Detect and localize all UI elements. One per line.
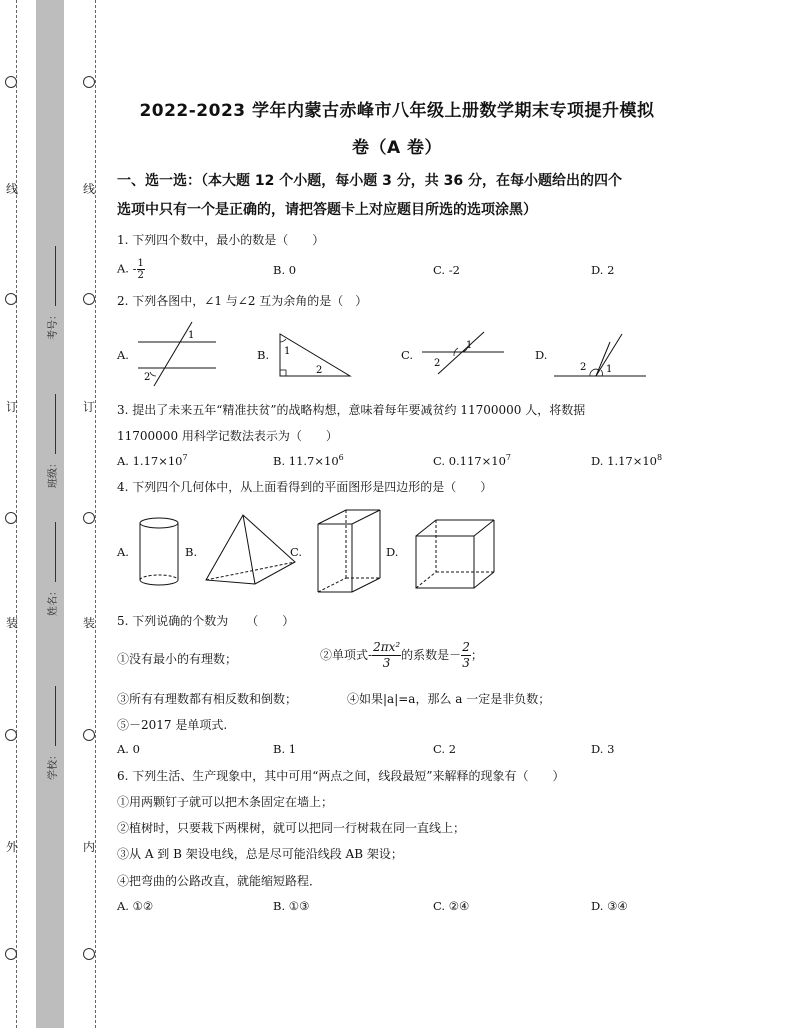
q3-option-b[interactable]: B. $11.7\times 10^6$ <box>273 453 344 468</box>
q6-option-b[interactable]: B. ①③ <box>273 899 310 913</box>
q2-figure-c <box>418 328 506 376</box>
q4-option-b-label[interactable]: B. <box>185 545 198 559</box>
binding-hole <box>5 512 17 524</box>
svg-text:1: 1 <box>466 340 473 351</box>
binding-hole <box>83 293 95 305</box>
name-label: 姓名： <box>48 586 59 616</box>
q4-cube <box>412 516 498 592</box>
svg-text:1: 1 <box>188 330 195 341</box>
q4-pyramid <box>203 512 299 586</box>
q2-figure-a <box>130 318 220 388</box>
name-blank[interactable] <box>55 522 56 582</box>
q3-stem: 3. 提出了未来五年“精准扶贫”的战略构想，意味着每年要减贫约 11700000 人，将数据 <box>117 403 586 417</box>
outer-line-char: 线 <box>6 182 19 196</box>
binding-hole <box>83 76 95 88</box>
q4-stem: 4. 下列四个几何体中，从上面看得到的平面图形是四边形的是（ ） <box>117 480 493 494</box>
q3-option-a[interactable]: A. $1.17\times 10^7$ <box>117 453 188 468</box>
q4-option-d-label[interactable]: D. <box>386 545 399 559</box>
q2-figure-b <box>272 328 354 380</box>
binding-hole <box>83 512 95 524</box>
q5-statement-2: ②单项式- $\frac{\text{2πx²}}{3}$ 的系数是－ $\frac{2}{3}$ ； <box>320 640 483 670</box>
school-label: 学校： <box>48 750 59 780</box>
class-blank[interactable] <box>55 394 56 454</box>
q2-figure-d <box>552 330 648 382</box>
q3-stem-cont: 11700000 用科学记数法表示为（ ） <box>117 429 338 443</box>
q2-option-d-label[interactable]: D. <box>535 348 548 362</box>
q2-option-c-label[interactable]: C. <box>401 348 414 362</box>
fraction: $\frac{\text{2πx²}}{3}$ <box>373 640 401 670</box>
inner-staple-char: 订 <box>83 400 96 414</box>
q6-stem: 6. 下列生活、生产现象中，其中可用“两点之间，线段最短”来解释的现象有（ ） <box>117 769 565 783</box>
q6-option-a[interactable]: A. ①② <box>117 899 154 913</box>
binding-hole <box>83 729 95 741</box>
q3-option-c[interactable]: C. $0.117\times 10^7$ <box>433 453 511 468</box>
q2-option-a-label[interactable]: A. <box>117 348 129 362</box>
inner-bind-char: 装 <box>83 616 96 630</box>
q6-statement-3: ③从 A 到 B 架设电线，总是尽可能沿线段 AB 架设； <box>117 847 403 861</box>
q6-option-d[interactable]: D. ③④ <box>591 899 628 913</box>
school-field[interactable] <box>44 686 59 780</box>
svg-text:1: 1 <box>284 346 291 357</box>
q2-stem: 2. 下列各图中，∠1 与∠2 互为余角的是（ ） <box>117 294 368 308</box>
fraction: $\frac{1}{2}$ <box>137 258 144 281</box>
binding-hole <box>5 948 17 960</box>
q4-option-c-label[interactable]: C. <box>290 545 303 559</box>
outer-staple-char: 订 <box>6 400 19 414</box>
svg-text:2: 2 <box>316 365 323 376</box>
class-label: 班级： <box>48 458 59 488</box>
svg-text:2: 2 <box>580 362 587 373</box>
q5-stem: 5. 下列说确的个数为 （ ） <box>117 614 295 628</box>
q4-option-a-label[interactable]: A. <box>117 545 129 559</box>
q2-option-b-label[interactable]: B. <box>257 348 270 362</box>
svg-text:1: 1 <box>606 364 613 375</box>
q4-cylinder <box>134 514 184 590</box>
exam-number-blank[interactable] <box>55 246 56 306</box>
q5-statement-4: ④如果|a|=a，那么 a 一定是非负数； <box>347 692 551 706</box>
q5-statement-1: ①没有最小的有理数； <box>117 652 238 666</box>
page-title: 2022-2023 学年内蒙古赤峰市八年级上册数学期末专项提升模拟 <box>139 101 655 121</box>
q5-option-b[interactable]: B. 1 <box>273 742 297 756</box>
q6-option-c[interactable]: C. ②④ <box>433 899 470 913</box>
binding-hole <box>5 729 17 741</box>
q1-option-d[interactable]: D. 2 <box>591 263 615 277</box>
q5-option-a[interactable]: A. 0 <box>117 742 140 756</box>
q1-option-c[interactable]: C. -2 <box>433 263 460 277</box>
q3-option-d[interactable]: D. $1.17\times 10^8$ <box>591 453 663 468</box>
svg-text:2: 2 <box>434 358 441 369</box>
fraction: $\frac{2}{3}$ <box>462 640 470 670</box>
section-header: 一、选一选：（本大题 12 个小题，每小题 3 分，共 36 分，在每小题给出的四个 <box>117 173 622 189</box>
school-blank[interactable] <box>55 686 56 746</box>
outer-side-char: 外 <box>6 840 19 854</box>
q6-statement-4: ④把弯曲的公路改直，就能缩短路程． <box>117 874 322 888</box>
binding-hole <box>5 76 17 88</box>
q5-option-c[interactable]: C. 2 <box>433 742 457 756</box>
q4-prism <box>312 506 384 598</box>
q5-option-d[interactable]: D. 3 <box>591 742 615 756</box>
inner-line-char: 线 <box>83 182 96 196</box>
q6-statement-2: ②植树时，只要栽下两棵树，就可以把同一行树栽在同一直线上； <box>117 821 466 835</box>
svg-text:2: 2 <box>144 372 151 383</box>
page-title-cont: 卷（A 卷） <box>351 138 443 158</box>
outer-bind-char: 装 <box>6 616 19 630</box>
q6-statement-1: ①用两颗钉子就可以把木条固定在墙上； <box>117 795 334 809</box>
q5-statement-5: ⑤－2017 是单项式. <box>117 718 228 732</box>
name-field[interactable] <box>44 522 59 616</box>
binding-hole <box>5 293 17 305</box>
binding-hole <box>83 948 95 960</box>
q1-option-b[interactable]: B. 0 <box>273 263 297 277</box>
q1-stem: 1. 下列四个数中，最小的数是（ ） <box>117 233 325 247</box>
inner-side-char: 内 <box>83 840 96 854</box>
q5-statement-3: ③所有有理数都有相反数和倒数； <box>117 692 298 706</box>
section-header-cont: 选项中只有一个是正确的，请把答题卡上对应题目所选的选项涂黑） <box>117 202 537 218</box>
exam-number-field[interactable] <box>44 246 59 340</box>
q1-option-a[interactable]: A. - $\frac{1}{2}$ <box>117 258 144 281</box>
exam-number-label: 考号： <box>48 310 59 340</box>
class-field[interactable] <box>44 394 59 488</box>
